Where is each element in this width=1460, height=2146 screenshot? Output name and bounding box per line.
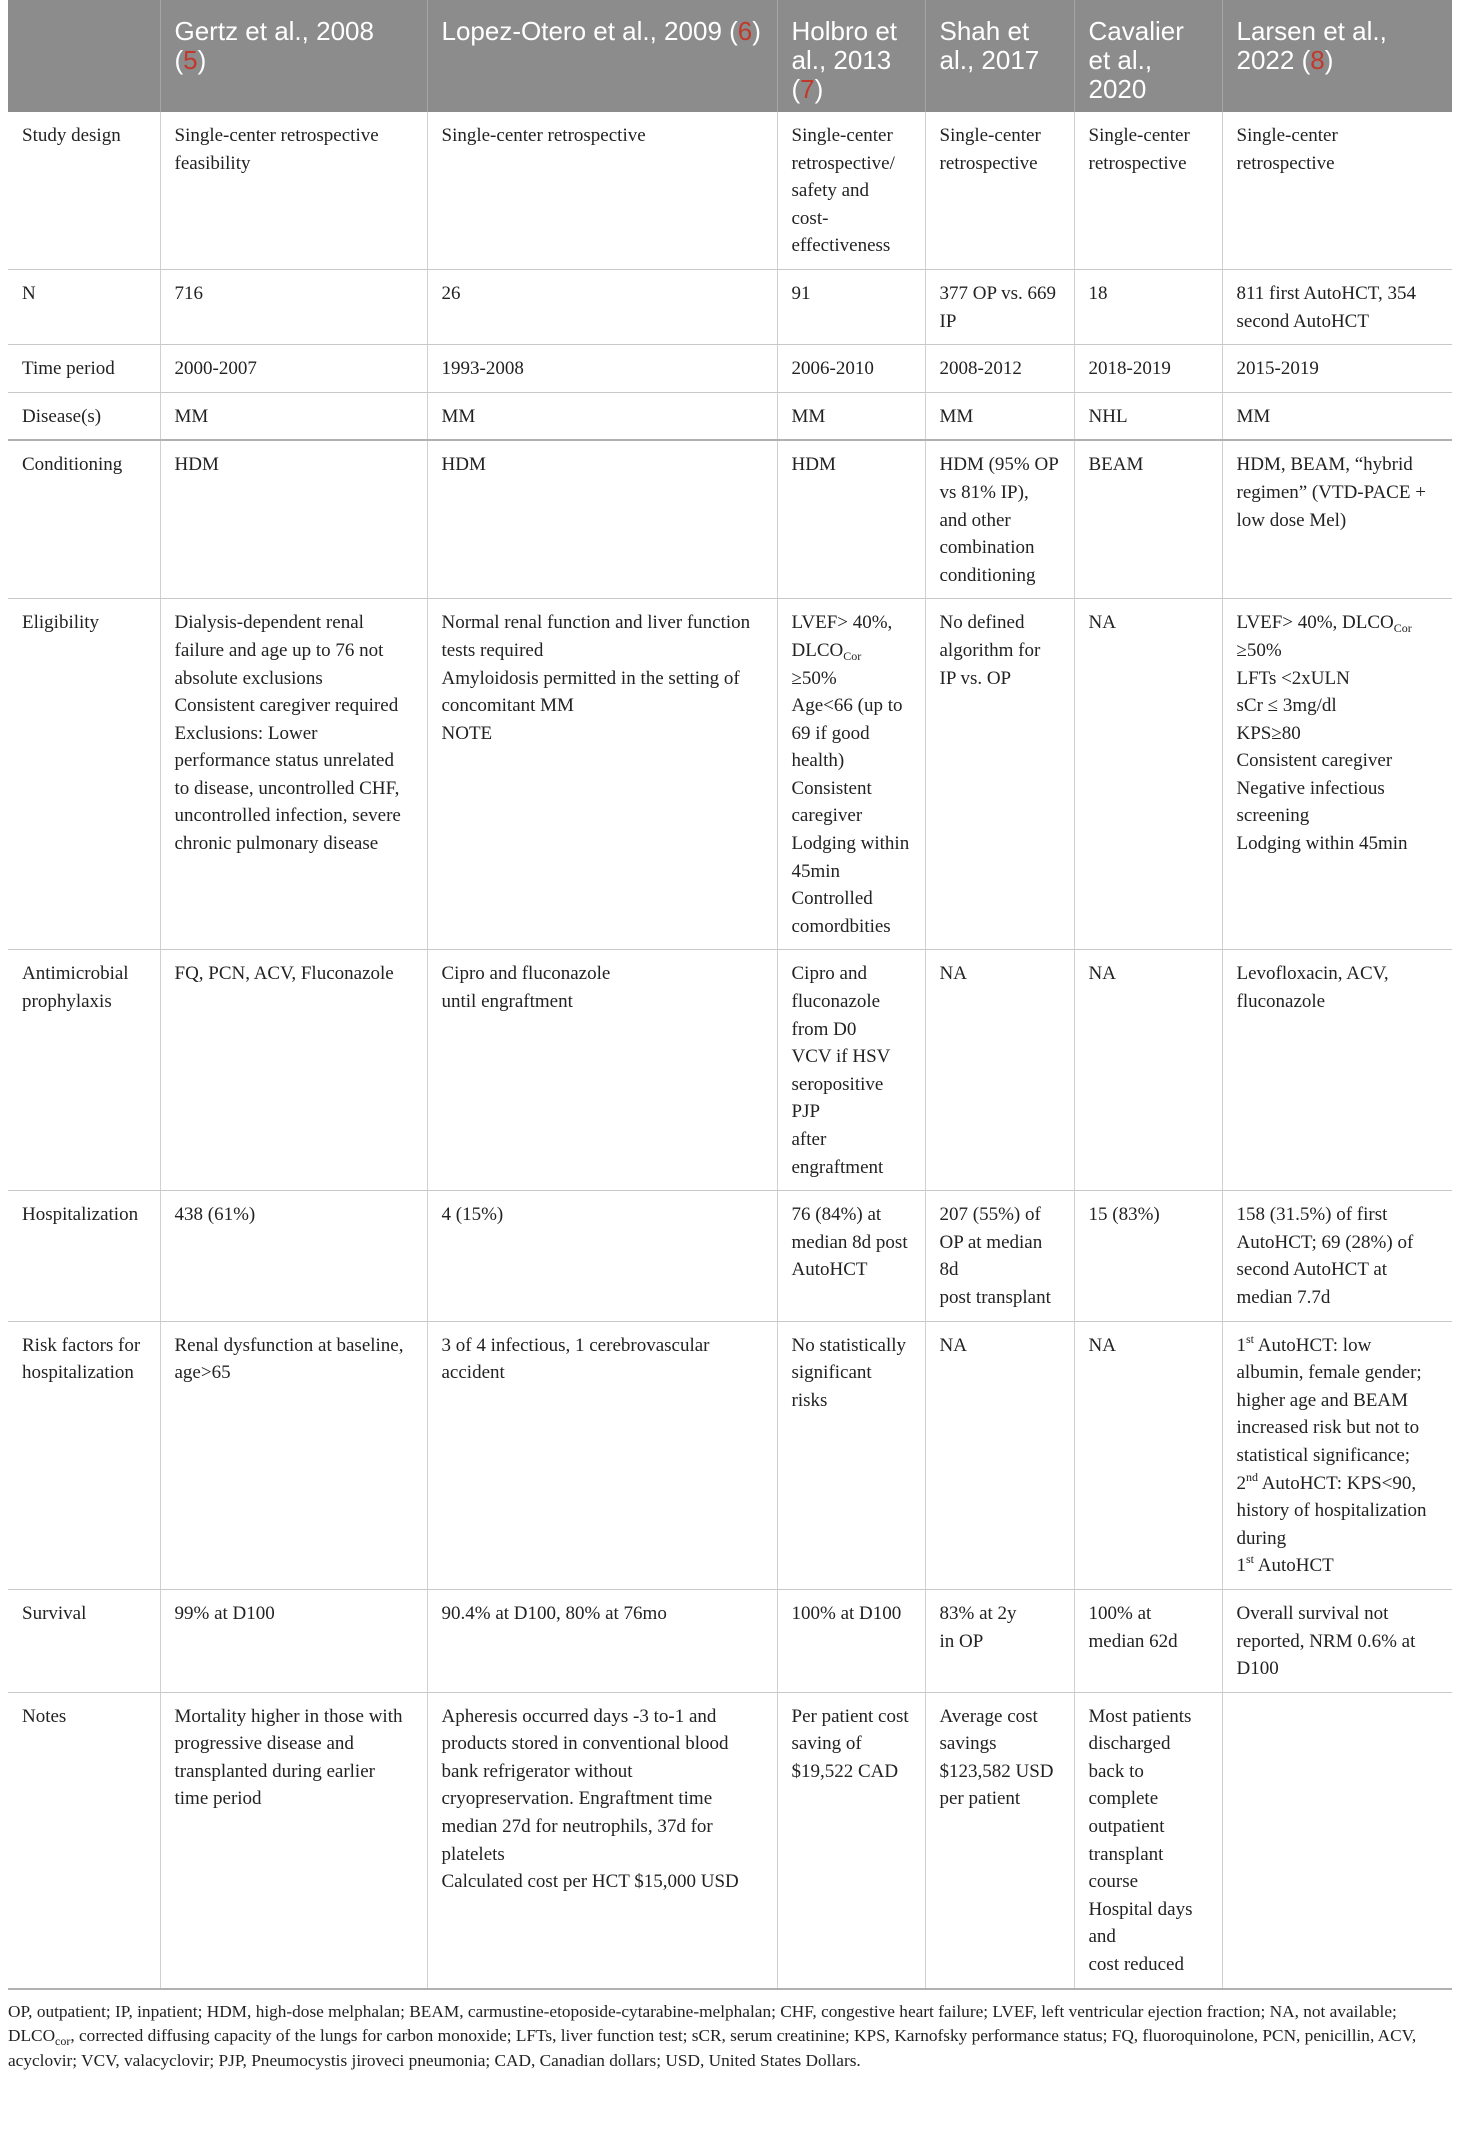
- table-cell: 100% at D100: [777, 1589, 925, 1692]
- table-cell: Normal renal function and liver function tests required Amyloidosis permitted in the setting of concomitant MM NOTE: [427, 599, 777, 950]
- row-label: Antimicrobial prophylaxis: [8, 950, 160, 1191]
- table-cell: No statistically significant risks: [777, 1321, 925, 1589]
- table-cell: Single-center retrospective: [1222, 112, 1452, 269]
- reference-link[interactable]: 6: [737, 16, 753, 46]
- table-cell: HDM (95% OP vs 81% IP), and other combination conditioning: [925, 440, 1074, 598]
- table-cell: 2008-2012: [925, 345, 1074, 393]
- table-cell: NA: [1074, 599, 1222, 950]
- table-cell: 83% at 2y in OP: [925, 1589, 1074, 1692]
- table-cell: Dialysis-dependent renal failure and age up to 76 not absolute exclusions Consistent caregiver required Exclusions: Lower performance status unrelated to disease, uncontrolled CHF, uncontrolled infection, severe chronic pulmonary disease: [160, 599, 427, 950]
- table-cell: Per patient cost saving of $19,522 CAD: [777, 1692, 925, 1988]
- row-label: Survival: [8, 1589, 160, 1692]
- table-cell: FQ, PCN, ACV, Fluconazole: [160, 950, 427, 1191]
- row-label: Risk factors for hospitalization: [8, 1321, 160, 1589]
- table-cell: Renal dysfunction at baseline, age>65: [160, 1321, 427, 1589]
- table-cell: 2000-2007: [160, 345, 427, 393]
- table-row: [8, 345, 1452, 393]
- table-cell: Mortality higher in those with progressive disease and transplanted during earlier time period: [160, 1692, 427, 1988]
- row-label: Disease(s): [8, 392, 160, 440]
- header-row: [8, 0, 1452, 112]
- row-label: Eligibility: [8, 599, 160, 950]
- header-larsen: Larsen et al., 2022 (8): [1222, 0, 1452, 112]
- row-label: Conditioning: [8, 440, 160, 598]
- table-cell: 1st AutoHCT: low albumin, female gender; higher age and BEAM increased risk but not to statistical significance; 2nd AutoHCT: KPS<90, history of hospitalization during 1st AutoHCT: [1222, 1321, 1452, 1589]
- table-cell: Apheresis occurred days -3 to-1 and products stored in conventional blood bank refrigerator without cryopreservation. Engraftment time median 27d for neutrophils, 37d for platelets Calculated cost per HCT $15,000 USD: [427, 1692, 777, 1988]
- table-cell: 811 first AutoHCT, 354 second AutoHCT: [1222, 269, 1452, 344]
- table-cell: 15 (83%): [1074, 1191, 1222, 1321]
- table-footnote: OP, outpatient; IP, inpatient; HDM, high-dose melphalan; BEAM, carmustine-etoposide-cytarabine-melphalan; CHF, congestive heart failure; LVEF, left ventricular ejection fraction; NA, not available; $DLCO_{cor}$, corrected diffusing capacity of the lungs for carbon monoxide; LFTs, liver function test; sCR, serum creatinine; KPS, Karnofsky performance status; FQ, fluoroquinolone, PCN, penicillin, ACV, acyclovir; VCV, valacyclovir; PJP, Pneumocystis jiroveci pneumonia; CAD, Canadian dollars; USD, United States Dollars.: [8, 2001, 1417, 2070]
- table-cell: 100% at median 62d: [1074, 1589, 1222, 1692]
- row-label: Hospitalization: [8, 1191, 160, 1321]
- header-cavalier: Cavalier et al., 2020: [1074, 0, 1222, 112]
- table-cell: HDM: [777, 440, 925, 598]
- table-cell: 2015-2019: [1222, 345, 1452, 393]
- table-cell: No defined algorithm for IP vs. OP: [925, 599, 1074, 950]
- table-cell: 91: [777, 269, 925, 344]
- table-row: [8, 392, 1452, 440]
- table-cell: MM: [1222, 392, 1452, 440]
- table-cell: 4 (15%): [427, 1191, 777, 1321]
- table-row: [8, 1589, 1452, 1692]
- table-cell: 2018-2019: [1074, 345, 1222, 393]
- reference-link[interactable]: 7: [800, 74, 815, 104]
- table-cell: 26: [427, 269, 777, 344]
- reference-link[interactable]: 5: [183, 45, 198, 75]
- table-row: [8, 440, 1452, 598]
- table-cell: HDM: [160, 440, 427, 598]
- row-label: Notes: [8, 1692, 160, 1988]
- table-cell: MM: [777, 392, 925, 440]
- table-cell: Single-center retrospective: [925, 112, 1074, 269]
- header-gertz: Gertz et al., 2008 (5): [160, 0, 427, 112]
- table-row: [8, 1191, 1452, 1321]
- table-cell: 716: [160, 269, 427, 344]
- table-cell: 90.4% at D100, 80% at 76mo: [427, 1589, 777, 1692]
- table-container: [8, 0, 1452, 2073]
- table-cell: 2006-2010: [777, 345, 925, 393]
- table-cell: NA: [925, 1321, 1074, 1589]
- table-cell: MM: [160, 392, 427, 440]
- header-lopez-otero: Lopez-Otero et al., 2009 (6): [427, 0, 777, 112]
- table-cell: 3 of 4 infectious, 1 cerebrovascular accident: [427, 1321, 777, 1589]
- table-cell: 76 (84%) at median 8d post AutoHCT: [777, 1191, 925, 1321]
- table-cell: Levofloxacin, ACV, fluconazole: [1222, 950, 1452, 1191]
- table-cell: Single-center retrospective: [427, 112, 777, 269]
- table-cell: Most patients discharged back to complete outpatient transplant course Hospital days and cost reduced: [1074, 1692, 1222, 1988]
- table-row: [8, 1321, 1452, 1589]
- table-cell: Overall survival not reported, NRM 0.6% at D100: [1222, 1589, 1452, 1692]
- header-holbro: Holbro et al., 2013 (7): [777, 0, 925, 112]
- table-cell: MM: [427, 392, 777, 440]
- row-label: N: [8, 269, 160, 344]
- table-row: [8, 950, 1452, 1191]
- table-cell: Average cost savings $123,582 USD per patient: [925, 1692, 1074, 1988]
- table-cell: Single-center retrospective: [1074, 112, 1222, 269]
- table-cell: HDM: [427, 440, 777, 598]
- table-cell: BEAM: [1074, 440, 1222, 598]
- table-cell: Cipro and fluconazole from D0 VCV if HSV seropositive PJP after engraftment: [777, 950, 925, 1191]
- table-row: [8, 112, 1452, 269]
- comparison-table: [8, 0, 1452, 1990]
- table-cell: 99% at D100: [160, 1589, 427, 1692]
- header-corner: [8, 0, 160, 112]
- table-cell: 207 (55%) of OP at median 8d post transplant: [925, 1191, 1074, 1321]
- table-cell: Cipro and fluconazole until engraftment: [427, 950, 777, 1191]
- table-cell: 1993-2008: [427, 345, 777, 393]
- table-cell: Single-center retrospective feasibility: [160, 112, 427, 269]
- table-row: [8, 1692, 1452, 1988]
- table-cell: 377 OP vs. 669 IP: [925, 269, 1074, 344]
- header-shah: Shah et al., 2017: [925, 0, 1074, 112]
- table-cell: NHL: [1074, 392, 1222, 440]
- table-cell: HDM, BEAM, “hybrid regimen” (VTD-PACE + low dose Mel): [1222, 440, 1452, 598]
- table-cell: NA: [1074, 1321, 1222, 1589]
- table-cell: 438 (61%): [160, 1191, 427, 1321]
- table-cell: [1222, 1692, 1452, 1988]
- table-row: [8, 599, 1452, 950]
- table-cell: LVEF> 40%, $DLCO_{Cor} \ge 50\%$ LFTs <2xULN sCr ≤ 3mg/dl KPS≥80 Consistent caregiver Negative infectious screening Lodging within 45min: [1222, 599, 1452, 950]
- table-cell: 158 (31.5%) of first AutoHCT; 69 (28%) of second AutoHCT at median 7.7d: [1222, 1191, 1452, 1321]
- table-cell: MM: [925, 392, 1074, 440]
- row-label: Time period: [8, 345, 160, 393]
- table-cell: NA: [1074, 950, 1222, 1191]
- reference-link[interactable]: 8: [1310, 45, 1325, 75]
- table-cell: LVEF> 40%, $DLCO_{Cor} \ge 50\%$ Age<66 (up to 69 if good health) Consistent caregiver Lodging within 45min Controlled comordbities: [777, 599, 925, 950]
- row-label: Study design: [8, 112, 160, 269]
- table-row: [8, 269, 1452, 344]
- table-cell: NA: [925, 950, 1074, 1191]
- table-cell: 18: [1074, 269, 1222, 344]
- table-cell: Single-center retrospective/ safety and cost-effectiveness: [777, 112, 925, 269]
